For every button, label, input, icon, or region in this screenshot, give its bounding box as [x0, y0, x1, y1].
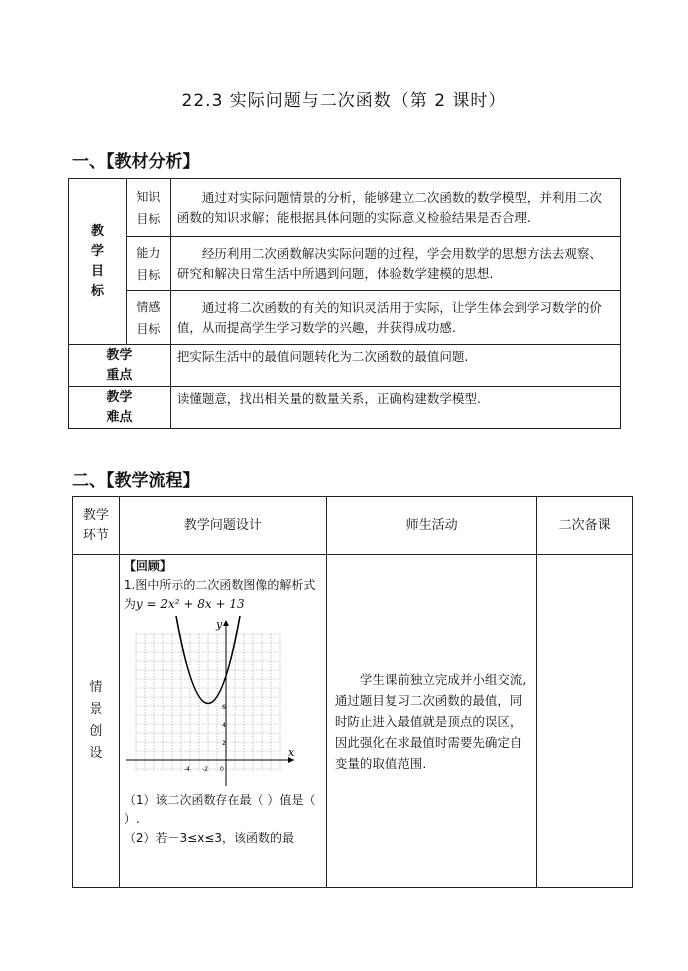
second-prep-cell	[537, 555, 633, 888]
parabola-graph	[124, 616, 320, 791]
formula: y = 2x² + 8x + 13	[135, 597, 245, 611]
flow-table	[72, 496, 633, 888]
section-heading-flow: 二、【教学流程】	[72, 471, 200, 491]
header-stage: 教学 环节	[73, 497, 120, 555]
header-question-design: 教学问题设计	[119, 497, 326, 555]
sub-question-1: （1）该二次函数存在最（ ）值是（ ）.	[123, 793, 316, 826]
objective-label: 教 学 目 标	[69, 179, 127, 345]
tick-y-2: 2	[221, 740, 226, 747]
sub-question-2: （2）若－3≤x≤3，该函数的最	[123, 831, 294, 845]
key-point-label: 教学 重点	[69, 345, 171, 387]
stage-label: 情 景 创 设	[73, 555, 120, 888]
tick-x-neg2: -2	[201, 766, 208, 773]
key-point-text: 把实际生活中的最值问题转化为二次函数的最值问题.	[170, 345, 620, 387]
tick-y-4: 4	[221, 722, 226, 729]
header-activity: 师生活动	[326, 497, 536, 555]
knowledge-goal-label: 知识 目标	[126, 179, 170, 237]
page-title: 22.3 实际问题与二次函数（第 2 课时）	[181, 91, 507, 111]
question-design-cell	[119, 555, 326, 888]
question-1: 1.图中所示的二次函数图像的解析式为y = 2x² + 8x + 13	[123, 578, 316, 611]
axis-y-label: y	[215, 618, 223, 631]
knowledge-goal-text: 通过对实际问题情景的分析，能够建立二次函数的数学模型，并利用二次函数的知识求解；能根据具体问题的实际意义检验结果是否合理.	[170, 179, 620, 237]
section-heading-analysis: 一、【教材分析】	[72, 152, 200, 172]
difficulty-label: 教学 难点	[69, 387, 171, 429]
emotion-goal-text: 通过将二次函数的有关的知识灵活用于实际，让学生体会到学习数学的价值，从而提高学生学习数学的兴趣，并获得成功感.	[170, 291, 620, 345]
review-label: 【回顾】	[123, 559, 172, 573]
parabola-curve	[176, 616, 240, 704]
activity-text: 学生课前独立完成并小组交流,通过题目复习二次函数的最值，同时防止进入最值就是顶点的误区，因此强化在求最值时需要先确定自变量的取值范围.	[326, 555, 536, 888]
ability-goal-label: 能力 目标	[126, 237, 170, 291]
tick-x-0: 0	[219, 766, 224, 773]
analysis-table	[68, 178, 621, 429]
header-second-prep: 二次备课	[537, 497, 633, 555]
ability-goal-text: 经历利用二次函数解决实际问题的过程，学会用数学的思想方法去观察、研究和解决日常生活中所遇到问题，体验数学建模的思想.	[170, 237, 620, 291]
difficulty-text: 读懂题意，找出相关量的数量关系，正确构建数学模型.	[170, 387, 620, 429]
tick-x-neg4: -4	[183, 766, 190, 773]
emotion-goal-label: 情感 目标	[126, 291, 170, 345]
tick-y-6: 6	[221, 704, 226, 711]
axis-x-label: x	[287, 746, 295, 759]
